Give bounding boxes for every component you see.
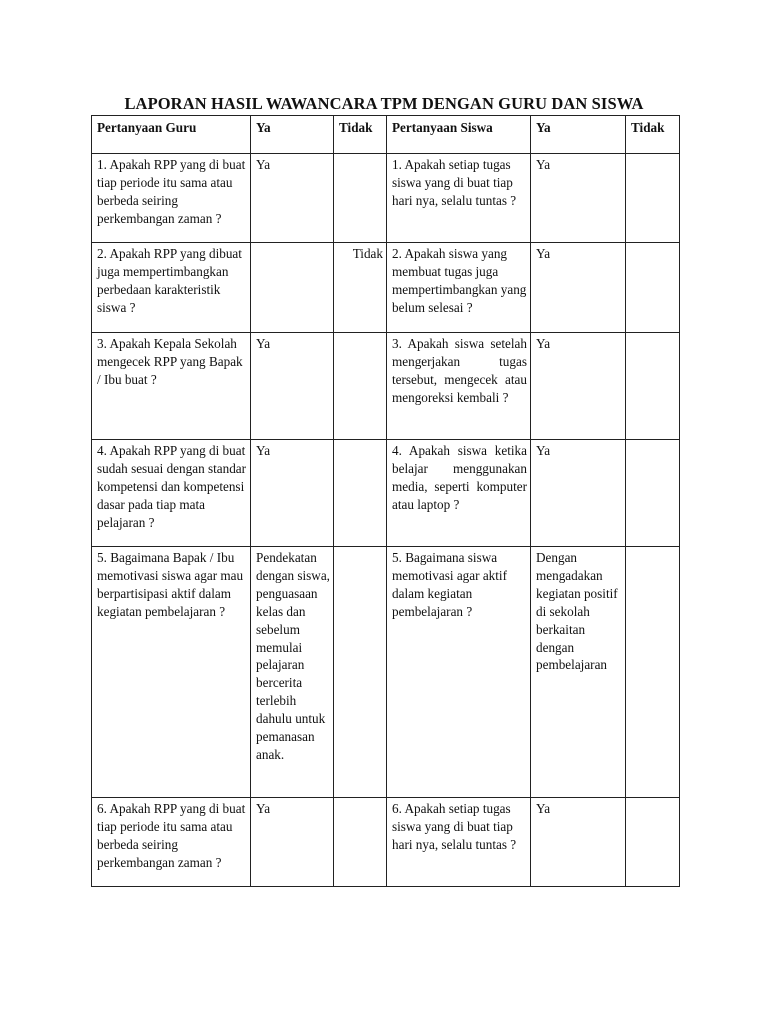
guru-ya-cell: Pendekatan dengan siswa, penguasaan kelas dan sebelum memulai pelajaran bercerita terlebih dahulu untuk pemanasan anak.: [251, 547, 334, 798]
siswa-tidak-cell: [626, 440, 680, 547]
header-siswa-question: Pertanyaan Siswa: [387, 116, 531, 154]
guru-question-cell: 2. Apakah RPP yang dibuat juga mempertimbangkan perbedaan karakteristik siswa ?: [92, 243, 251, 333]
guru-tidak-cell: [334, 333, 387, 440]
siswa-question-cell: 3. Apakah siswa setelah mengerjakan tugas tersebut, mengecek atau mengoreksi kembali ?: [387, 333, 531, 440]
siswa-tidak-cell: [626, 547, 680, 798]
header-guru-question: Pertanyaan Guru: [92, 116, 251, 154]
table-row: [92, 154, 680, 243]
guru-tidak-cell: Tidak: [334, 243, 387, 333]
siswa-question-cell: 6. Apakah setiap tugas siswa yang di buat tiap hari nya, selalu tuntas ?: [387, 798, 531, 887]
table-row: [92, 547, 680, 798]
guru-ya-cell: Ya: [251, 798, 334, 887]
siswa-ya-cell: Ya: [531, 243, 626, 333]
document-title: LAPORAN HASIL WAWANCARA TPM DENGAN GURU DAN SISWA: [124, 94, 644, 113]
guru-tidak-cell: [334, 154, 387, 243]
siswa-tidak-cell: [626, 154, 680, 243]
siswa-question-cell: 2. Apakah siswa yang membuat tugas juga mempertimbangkan yang belum selesai ?: [387, 243, 531, 333]
siswa-question-cell: 4. Apakah siswa ketika belajar menggunakan media, seperti komputer atau laptop ?: [387, 440, 531, 547]
siswa-ya-cell: Dengan mengadakan kegiatan positif di sekolah berkaitan dengan pembelajaran: [531, 547, 626, 798]
siswa-tidak-cell: [626, 243, 680, 333]
table-row: [92, 243, 680, 333]
siswa-question-cell: 5. Bagaimana siswa memotivasi agar aktif dalam kegiatan pembelajaran ?: [387, 547, 531, 798]
header-guru-tidak: Tidak: [334, 116, 387, 154]
guru-question-cell: 6. Apakah RPP yang di buat tiap periode itu sama atau berbeda seiring perkembangan zaman ?: [92, 798, 251, 887]
interview-report-table: [91, 115, 680, 887]
guru-ya-cell: [251, 243, 334, 333]
siswa-question-cell: 1. Apakah setiap tugas siswa yang di buat tiap hari nya, selalu tuntas ?: [387, 154, 531, 243]
guru-question-cell: 5. Bagaimana Bapak / Ibu memotivasi siswa agar mau berpartisipasi aktif dalam kegiatan pembelajaran ?: [92, 547, 251, 798]
table-row: [92, 440, 680, 547]
siswa-ya-cell: Ya: [531, 440, 626, 547]
guru-tidak-cell: [334, 440, 387, 547]
header-siswa-ya: Ya: [531, 116, 626, 154]
header-siswa-tidak: Tidak: [626, 116, 680, 154]
guru-ya-cell: Ya: [251, 333, 334, 440]
guru-question-cell: 3. Apakah Kepala Sekolah mengecek RPP yang Bapak / Ibu buat ?: [92, 333, 251, 440]
siswa-ya-cell: Ya: [531, 154, 626, 243]
table-header-row: [92, 116, 680, 154]
siswa-tidak-cell: [626, 798, 680, 887]
guru-question-cell: 4. Apakah RPP yang di buat sudah sesuai dengan standar kompetensi dan kompetensi dasar pada tiap mata pelajaran ?: [92, 440, 251, 547]
guru-question-cell: 1. Apakah RPP yang di buat tiap periode itu sama atau berbeda seiring perkembangan zaman ?: [92, 154, 251, 243]
table-row: [92, 798, 680, 887]
guru-ya-cell: Ya: [251, 154, 334, 243]
guru-ya-cell: Ya: [251, 440, 334, 547]
guru-tidak-cell: [334, 547, 387, 798]
guru-tidak-cell: [334, 798, 387, 887]
header-guru-ya: Ya: [251, 116, 334, 154]
siswa-tidak-cell: [626, 333, 680, 440]
table-row: [92, 333, 680, 440]
siswa-ya-cell: Ya: [531, 333, 626, 440]
siswa-ya-cell: Ya: [531, 798, 626, 887]
